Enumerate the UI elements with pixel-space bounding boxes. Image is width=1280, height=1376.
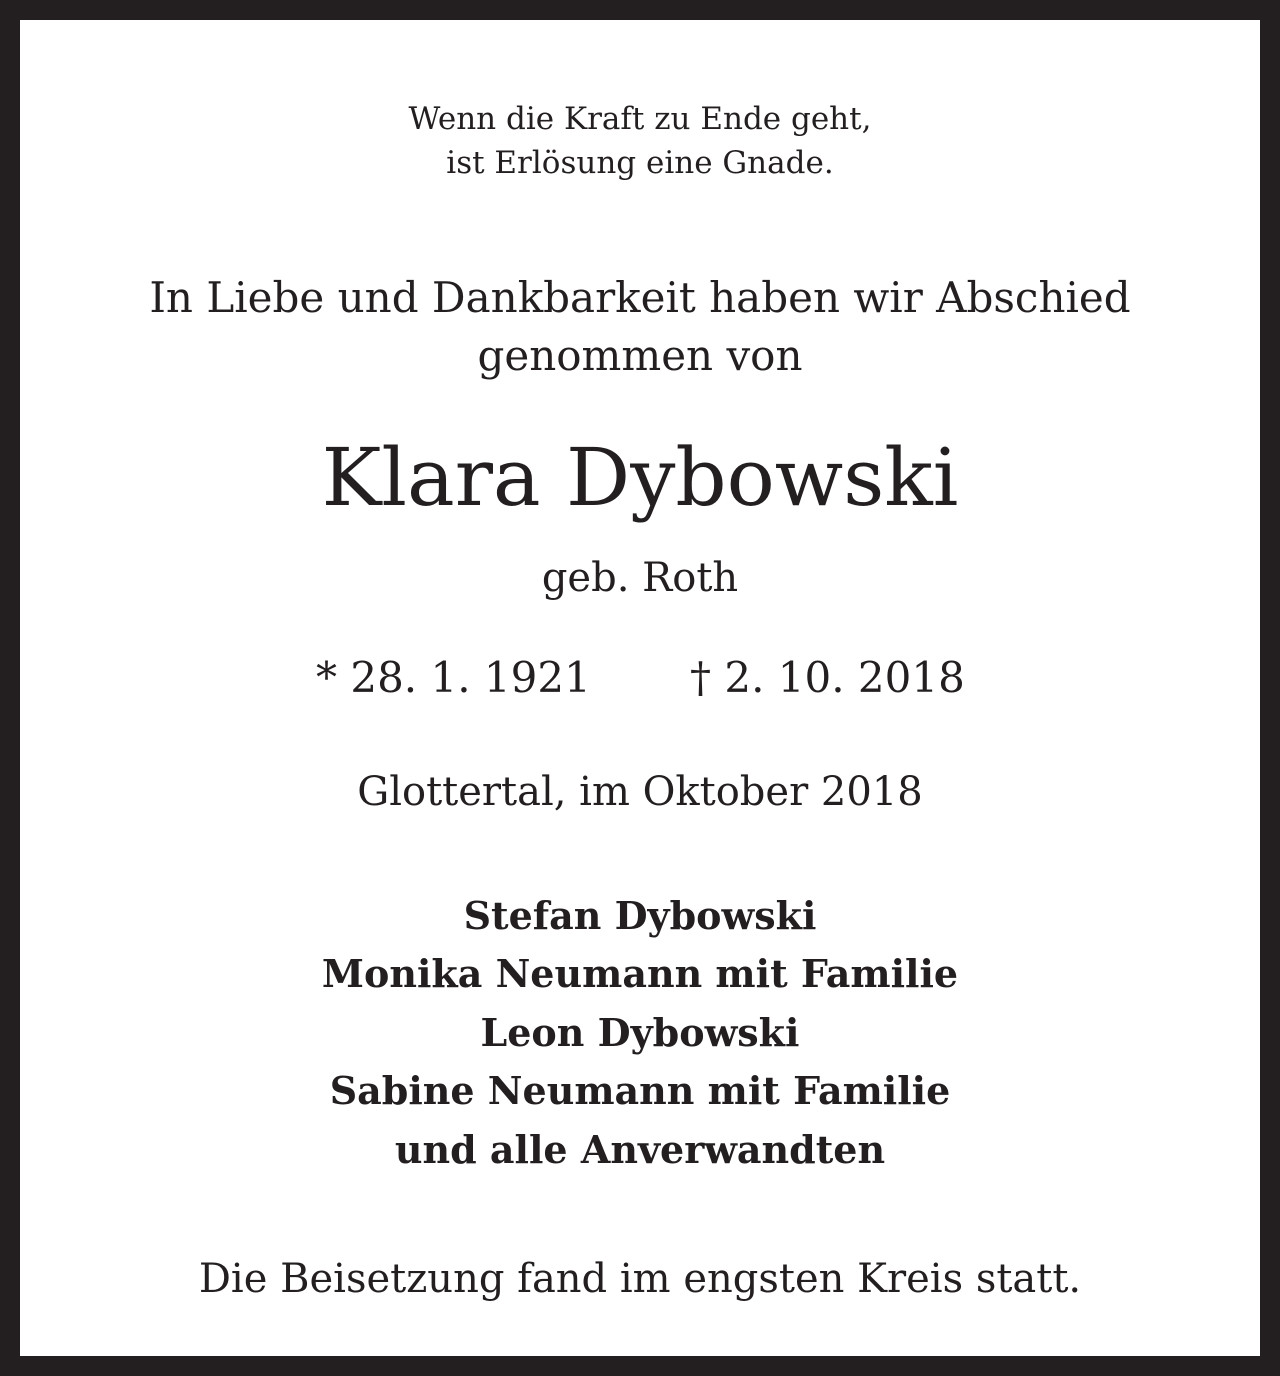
birth-date: * 28. 1. 1921 [316,653,591,702]
maiden-name: geb. Roth [541,555,739,601]
motto-line-2: ist Erlösung eine Gnade. [446,145,834,181]
mourner-5: und alle Anverwandten [394,1127,886,1172]
deceased-name: Klara Dybowski [321,431,959,524]
mourner-1: Stefan Dybowski [463,893,817,938]
mourner-2: Monika Neumann mit Familie [321,951,959,996]
place-and-date: Glottertal, im Oktober 2018 [357,769,923,815]
mourner-3: Leon Dybowski [480,1010,800,1055]
death-date: † 2. 10. 2018 [690,653,965,702]
intro-line-2: genommen von [477,331,803,380]
intro-line-1: In Liebe und Dankbarkeit haben wir Abschied [149,273,1131,322]
closing-note: Die Beisetzung fand im engsten Kreis statt. [198,1256,1082,1302]
mourner-4: Sabine Neumann mit Familie [329,1068,951,1113]
motto-line-1: Wenn die Kraft zu Ende geht, [408,101,872,137]
obituary-notice [20,20,1260,1356]
